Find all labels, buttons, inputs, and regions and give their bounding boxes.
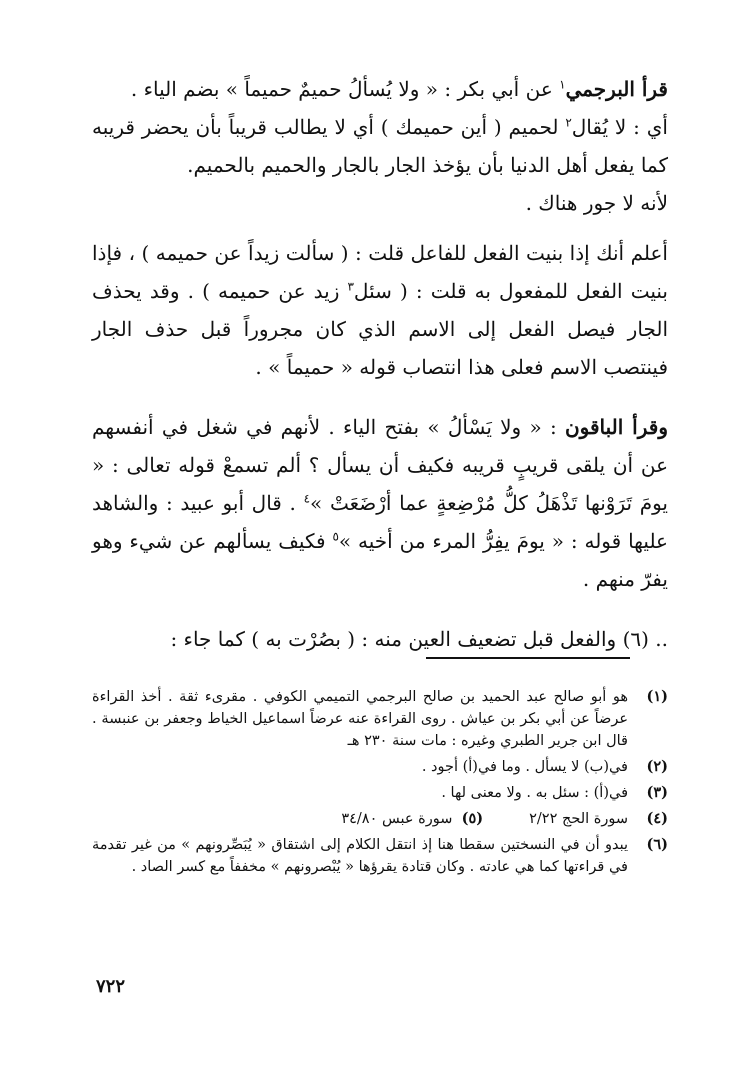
paragraph-3-text3: فكيف يسألهم عن شيء وهو يفرّ منهم .	[92, 529, 668, 591]
footnote-number: (٦)	[646, 836, 668, 853]
footnote-number: (٣)	[646, 784, 668, 801]
footnote-4-text: سورة الحج ٢/٢٢	[529, 811, 628, 827]
footnote-ref-5[interactable]: ٥	[332, 529, 339, 544]
paragraph-3-text2: . قال أبو عبيد : والشاهد عليها قوله : « يومَ يفِرُّ المرء من أخيه »	[92, 491, 668, 553]
paragraph-1	[92, 70, 668, 108]
footnotes	[92, 686, 668, 882]
footnote-divider	[426, 657, 630, 659]
footnote-ref-3[interactable]: ٣	[347, 279, 354, 294]
paragraph-2-text2: زيد عن حميمه ) . وقد يحذف الجار فيصل الفعل إلى الاسم الذي كان مجروراً قبل حذف الجار فينتصب الاسم فعلى هذا انتصاب قوله « حميماً » .	[92, 279, 668, 379]
paragraph-3	[92, 408, 668, 598]
paragraph-2-text1: أعلم أنك إذا بنيت الفعل للفاعل قلت : ( سألت زيداً عن حميمه ) ، فإذا بنيت الفعل للمفعول به قلت : ( سئل	[92, 241, 668, 303]
footnote-ref-4[interactable]: ٤	[303, 491, 311, 506]
reader-name-barjami: قرأ البرجمي	[565, 77, 668, 101]
footnote-number: (١)	[646, 688, 668, 705]
footnote-2	[92, 756, 668, 778]
paragraph-1-cont	[92, 108, 668, 184]
footnote-6	[92, 834, 668, 878]
footnote-4-5	[92, 808, 668, 830]
footnote-text: في(ب) لا يسأل . وما في(أ) أجود .	[421, 759, 628, 775]
paragraph-3-text1: : « ولا يَسْألُ » بفتح الياء . لأنهم في شغل في أنفسهم عن أن يلقى قريبٍ قريبه فكيف أن يسأل ؟ ألم تسمعْ قوله تعالى : « يومَ تَرَوْنها تَذْهَلُ كلُّ مُرْضِعةٍ عما أرْضَعَتْ »	[92, 415, 669, 515]
footnote-text: هو أبو صالح عبد الحميد بن صالح البرجمي التميمي الكوفي . مقرىء ثقة . أخذ القراءة عرضاً عن أبي بكر بن عياش . روى القراءة عنه عرضاً اسماعيل الخياط وجعفر بن عنبسة . قال ابن جرير الطبري وغيره : مات سنة ٢٣٠ هـ	[92, 689, 628, 749]
paragraph-4: .. (٦) والفعل قبل تضعيف العين منه : ( بصُرْت به ) كما جاء :	[170, 627, 668, 651]
footnote-ref-2[interactable]: ٢	[565, 115, 572, 130]
footnote-3	[92, 782, 668, 804]
footnote-text	[92, 808, 628, 830]
footnote-ref-1[interactable]: ١	[559, 77, 566, 92]
paragraph-1-line2a: أي : لا يُقال	[571, 115, 668, 139]
footnote-number: (٤)	[646, 810, 668, 827]
footnote-5-group	[341, 808, 483, 830]
reader-name-others: وقرأ الباقون	[564, 415, 668, 439]
footnote-5-text: سورة عبس ٣٤/٨٠	[341, 811, 453, 827]
footnote-number: (٢)	[646, 758, 668, 775]
paragraph-1-end: لأنه لا جور هناك .	[525, 191, 668, 215]
footnote-text: يبدو أن في النسختين سقطا هنا إذ انتقل الكلام إلى اشتقاق « يُبَصِّرونهم » من غير تقدمة في قراءتها كما هي عادته . وكان قتادة يقرؤها « يُبْصرونهم » مخففاً مع كسر الصاد .	[92, 837, 628, 875]
main-text	[92, 70, 668, 658]
paragraph-1-line2b: لحميم ( أين حميمك ) أي لا يطالب قريباً بأن يحضر قريبه كما يفعل أهل الدنيا بأن يؤخذ الجار بالجار والحميم بالحميم.	[92, 115, 668, 177]
footnote-1	[92, 686, 668, 752]
page-number: ٧٢٢	[96, 976, 126, 997]
footnote-5-number: (٥)	[461, 810, 484, 827]
paragraph-1-text: عن أبي بكر : « ولا يُسألُ حميمٌ حميماً » بضم الياء .	[130, 77, 560, 101]
footnote-text: في(أ) : سئل به . ولا معنى لها .	[441, 785, 628, 801]
paragraph-2	[92, 234, 668, 386]
